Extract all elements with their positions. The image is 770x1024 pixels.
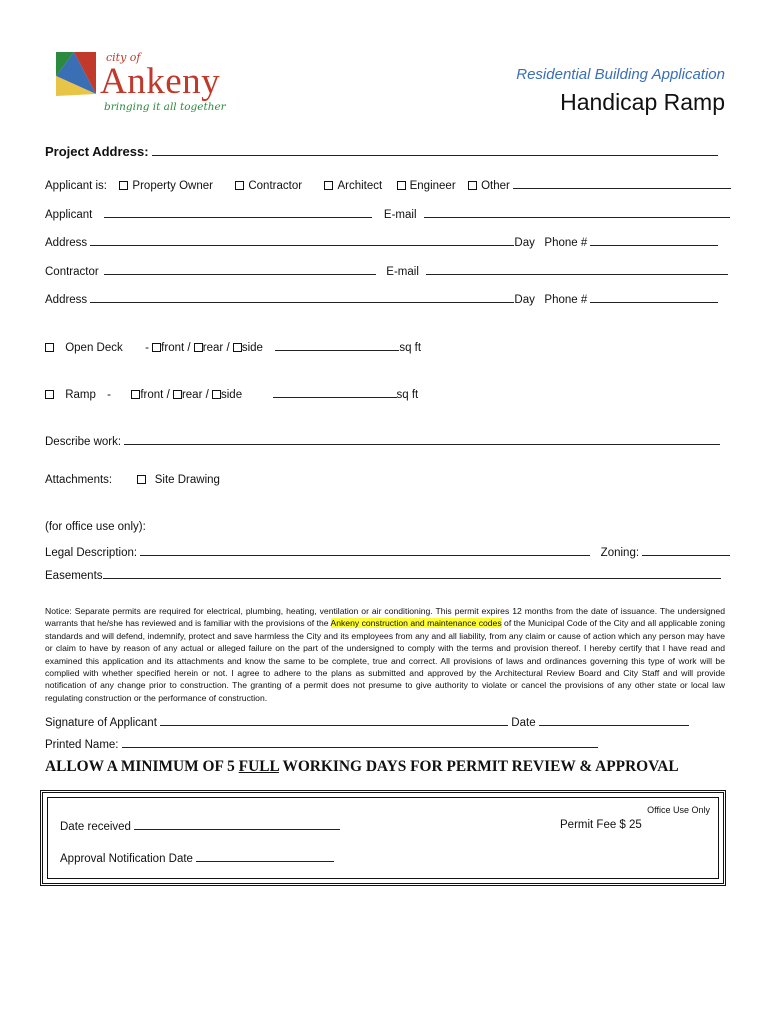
attachments-row	[45, 474, 724, 486]
notice-paragraph	[45, 605, 725, 704]
printed-name-row	[45, 737, 724, 751]
signature-label: Signature of Applicant	[45, 717, 157, 729]
logo-city-of: city of	[106, 51, 141, 64]
city-logo	[56, 50, 246, 116]
contractor-field[interactable]	[104, 264, 376, 275]
date-received-row	[60, 819, 340, 833]
deck-sqft-label: sq ft	[399, 342, 422, 354]
property-owner-label: Property Owner	[132, 180, 213, 192]
approval-date-field[interactable]	[196, 851, 334, 862]
form-title: Handicap Ramp	[560, 89, 725, 115]
signature-date-label: Date	[511, 717, 536, 729]
zoning-label: Zoning:	[600, 547, 640, 559]
office-use-label: Office Use Only	[647, 805, 710, 815]
applicant-field[interactable]	[104, 207, 372, 218]
ramp-sqft-label: sq ft	[396, 389, 419, 401]
engineer-checkbox[interactable]	[397, 181, 406, 190]
contractor-address-field[interactable]	[90, 292, 514, 303]
approval-date-row	[60, 851, 334, 865]
legal-description-field[interactable]	[140, 545, 590, 556]
other-checkbox[interactable]	[468, 181, 477, 190]
contractor-type-label: Contractor	[248, 180, 303, 192]
deck-front-label: front	[161, 342, 185, 354]
applicant-email-field[interactable]	[424, 207, 730, 218]
other-label: Other	[481, 180, 510, 192]
notice-highlight: Ankeny construction and maintenance codes	[330, 618, 502, 629]
deck-rear-label: rear	[202, 342, 224, 354]
ramp-checkbox[interactable]	[45, 390, 54, 399]
office-use-box	[40, 790, 726, 886]
contractor-address-row	[45, 292, 724, 306]
date-received-label: Date received	[60, 821, 131, 833]
applicant-phone-field[interactable]	[590, 235, 718, 246]
project-address-label: Project Address	[45, 144, 145, 159]
approval-date-label: Approval Notification Date	[60, 853, 193, 865]
signature-row	[45, 715, 724, 729]
applicant-label: Applicant	[45, 209, 93, 221]
applicant-email-label: E-mail	[383, 209, 417, 221]
applicant-is-label: Applicant is:	[45, 180, 108, 192]
easements-row	[45, 568, 724, 582]
ramp-rear-checkbox[interactable]	[173, 390, 182, 399]
review-time-banner	[45, 758, 679, 776]
signature-field[interactable]	[160, 715, 508, 726]
contractor-checkbox[interactable]	[235, 181, 244, 190]
site-drawing-label: Site Drawing	[154, 474, 220, 486]
ramp-front-checkbox[interactable]	[131, 390, 140, 399]
ramp-sqft-field[interactable]	[273, 387, 397, 398]
ramp-front-label: front	[140, 389, 164, 401]
printed-name-field[interactable]	[122, 737, 598, 748]
ramp-row: Ramp - front / rear / side sq ft	[45, 387, 724, 401]
open-deck-label: Open Deck	[65, 342, 123, 354]
open-deck-checkbox[interactable]	[45, 343, 54, 352]
easements-field[interactable]	[103, 568, 721, 579]
office-use-note: (for office use only):	[45, 521, 146, 533]
architect-label: Architect	[337, 180, 383, 192]
applicant-row	[45, 207, 724, 221]
applicant-address-label: Address	[45, 237, 88, 249]
deck-rear-checkbox[interactable]	[194, 343, 203, 352]
property-owner-checkbox[interactable]	[119, 181, 128, 190]
deck-front-checkbox[interactable]	[152, 343, 161, 352]
contractor-label: Contractor	[45, 266, 99, 278]
logo-city-name: Ankeny	[100, 61, 221, 102]
notice-text-start: Notice: Separate permits are required for electrical, plumbing, heating, ventilation or air conditioning. This permit expires 12 months from the date of issuance. The undersigned warrants that he/she has reviewed and is familiar with the provisions of the	[45, 606, 725, 629]
other-field[interactable]	[513, 178, 731, 189]
ramp-side-checkbox[interactable]	[212, 390, 221, 399]
contractor-email-label: E-mail	[386, 266, 419, 278]
deck-side-checkbox[interactable]	[233, 343, 242, 352]
zoning-field[interactable]	[642, 545, 730, 556]
describe-work-row	[45, 434, 724, 448]
permit-fee: Permit Fee $ 25	[560, 819, 642, 831]
legal-description-label: Legal Description:	[45, 547, 138, 559]
site-drawing-checkbox[interactable]	[137, 475, 146, 484]
contractor-email-field[interactable]	[426, 264, 728, 275]
banner-text-end: WORKING DAYS FOR PERMIT REVIEW & APPROVAL	[278, 758, 679, 775]
engineer-label: Engineer	[409, 180, 456, 192]
project-address-field[interactable]	[152, 145, 718, 156]
contractor-phone-field[interactable]	[590, 292, 718, 303]
contractor-row	[45, 264, 724, 278]
applicant-address-row	[45, 235, 724, 249]
deck-sqft-field[interactable]	[275, 340, 399, 351]
logo-triangle-icon	[56, 50, 98, 98]
banner-underlined: FULL	[238, 758, 279, 775]
logo-tagline: bringing it all together	[104, 101, 226, 113]
date-received-field[interactable]	[134, 819, 340, 830]
legal-description-row	[45, 545, 724, 559]
printed-name-label: Printed Name:	[45, 739, 119, 751]
ramp-rear-label: rear	[181, 389, 203, 401]
architect-checkbox[interactable]	[324, 181, 333, 190]
deck-side-label: side	[241, 342, 263, 354]
office-use-inner	[47, 797, 719, 879]
form-subtitle: Residential Building Application	[516, 66, 725, 83]
signature-date-field[interactable]	[539, 715, 689, 726]
applicant-phone-label: Day Phone #	[514, 237, 588, 249]
attachments-label: Attachments:	[45, 474, 113, 486]
project-address-row: Project Address:	[45, 144, 724, 159]
ramp-label: Ramp	[65, 389, 96, 401]
contractor-phone-label: Day Phone #	[514, 294, 588, 306]
banner-text-start: ALLOW A MINIMUM OF 5	[45, 758, 239, 775]
describe-work-field[interactable]	[124, 434, 720, 445]
notice-text-end: of the Municipal Code of the City and all applicable zoning standards and will defend, indemnify, protect and save harmless the City and its employees from any and all liability, from any claim or cause of action which any person may have or claim to have by reason of any actual or alleged failure on the part of the undersigned to comply with the terms and provision thereof. I hereby certify that I have read and examined this application and its attachments and know the same to be complete, true and correct. All provisions of laws and ordinances governing this type of work will be complied with whether specified herein or not. I agree to adhere to the plans as submitted and approved by the Architectural Review Board and City Staff and will provide notification of any change prior to construction. The granting of a permit does not presume to give authority to violate or cancel the provisions of any other state or local law regulating construction or the performance of construction.	[45, 618, 726, 703]
describe-work-label: Describe work:	[45, 436, 122, 448]
applicant-type-row	[45, 178, 724, 192]
ramp-side-label: side	[221, 389, 243, 401]
applicant-address-field[interactable]	[90, 235, 514, 246]
contractor-address-label: Address	[45, 294, 88, 306]
easements-label: Easements	[45, 570, 103, 582]
open-deck-row: Open Deck - front / rear / side sq ft	[45, 340, 724, 354]
